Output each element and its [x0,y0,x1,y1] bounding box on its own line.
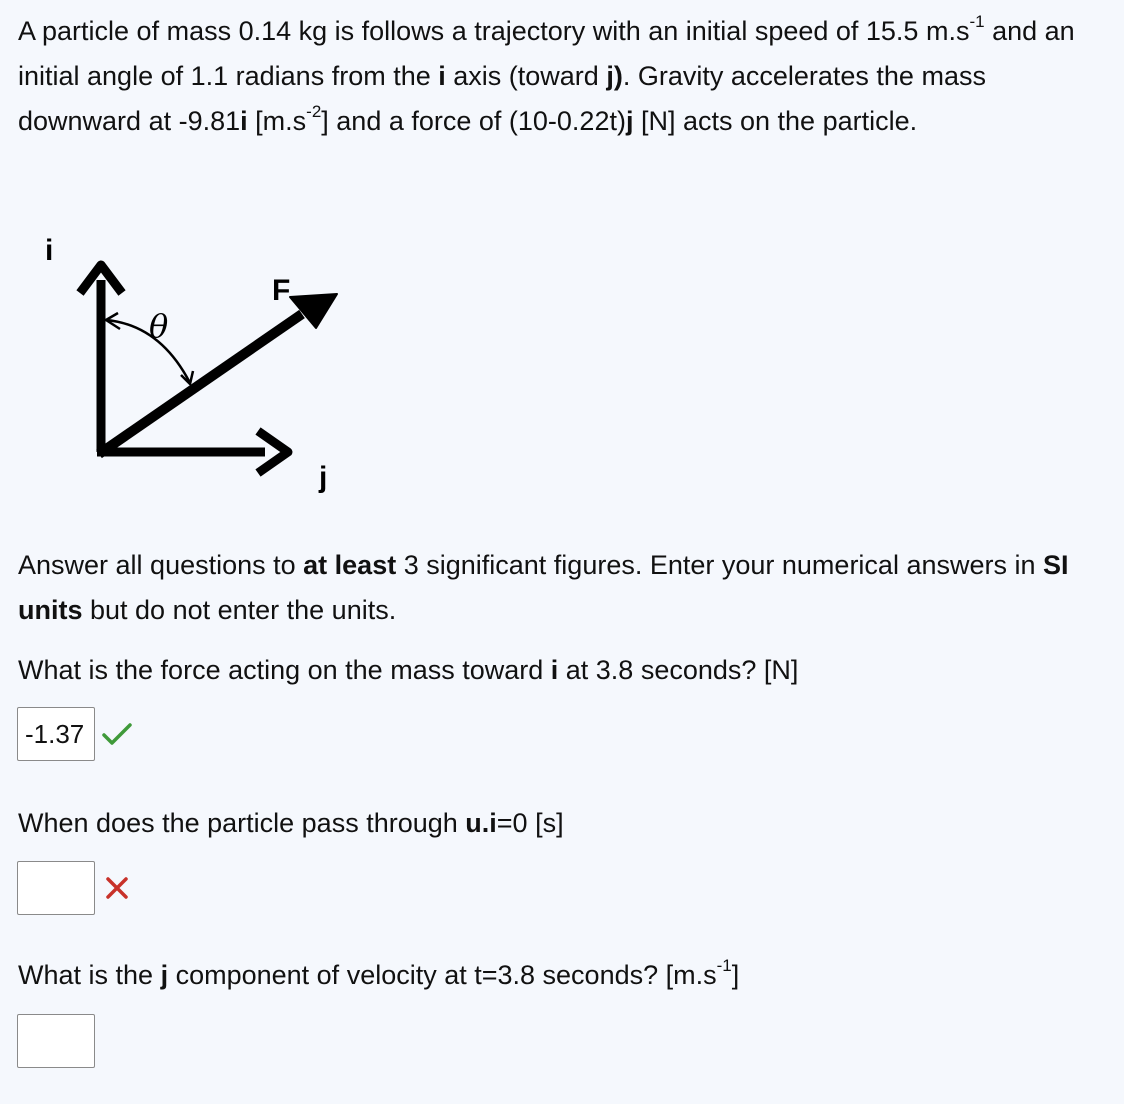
intro-text-7: [N] acts on the particle. [633,106,918,136]
question-1-text [18,653,798,687]
q3-text-1: What is the [18,960,161,990]
question-2-text [18,806,564,840]
label-i: i [45,234,54,267]
intro-text-2: and an initial angle of 1.1 radians from the [18,16,1075,91]
instructions-text-3: but do not enter the units. [82,595,397,625]
intro-text-3: axis (toward [445,61,607,91]
label-j: j [319,461,328,494]
intro-text-6: ] and a force of (10-0.22t) [321,106,626,136]
intro-bold-j: j) [606,61,623,91]
intro-sup-2: -2 [306,102,322,121]
q2-text-1: When does the particle pass through [18,808,466,838]
q1-bold: i [550,655,559,685]
instructions-bold-1: at least [303,550,397,580]
question-1-answer-input[interactable] [17,707,95,761]
intro-text-5: [m.s [247,106,307,136]
intro-sup-1: -1 [969,12,985,31]
q3-bold: j [160,960,169,990]
intro-bold-i-2: i [240,106,248,136]
instructions-text-2: 3 significant figures. Enter your numerical answers in [396,550,1044,580]
intro-text-4: . Gravity accelerates the mass downward at -9.81 [18,61,986,136]
force-diagram [40,225,350,500]
instructions-text-1: Answer all questions to [18,550,304,580]
question-3-text [18,958,739,992]
problem-statement [18,9,1108,144]
instructions [18,543,1098,633]
correct-check-icon [101,721,133,749]
q1-text-1: What is the force acting on the mass toward [18,655,551,685]
q3-text-3: ] [731,960,740,990]
question-3-answer-input[interactable] [17,1014,95,1068]
q3-sup: -1 [716,956,732,975]
question-2-answer-input[interactable] [17,861,95,915]
label-f: F [272,274,291,307]
instructions-bold-2: SI units [18,550,1069,625]
label-theta: θ [149,307,169,345]
intro-bold-i: i [438,61,446,91]
intro-bold-j-2: j [625,106,634,136]
q2-text-2: =0 [s] [496,808,564,838]
q1-text-2: at 3.8 seconds? [N] [558,655,799,685]
q2-bold: u.i [465,808,497,838]
incorrect-cross-icon [105,876,129,900]
intro-text-1: A particle of mass 0.14 kg is follows a trajectory with an initial speed of 15.5 m.s [18,16,970,46]
q3-text-2: component of velocity at t=3.8 seconds? [m.s [168,960,717,990]
force-vector-line [99,314,302,454]
